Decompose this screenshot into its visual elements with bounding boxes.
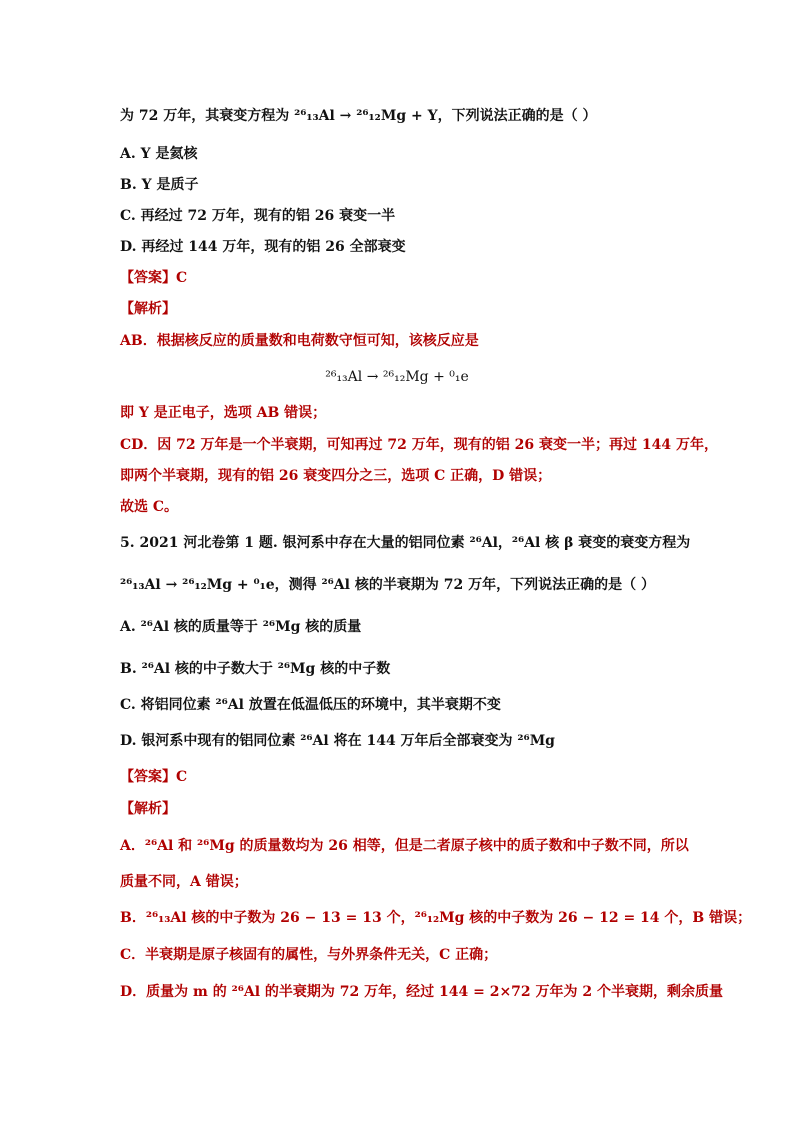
analysis-ab-conclusion: 即 Y 是正电子，选项 AB 错误； [120, 405, 327, 421]
option-a: A. Y 是氦核 [120, 146, 198, 162]
analysis-label: 【解析】 [120, 301, 176, 317]
q5-analysis-c: C．半衰期是原子核固有的属性，与外界条件无关，C 正确； [120, 947, 498, 963]
q5-analysis-d: D．质量为 m 的 ²⁶Al 的半衰期为 72 万年，经过 144 = 2×72 万年为 2 个半衰期，剩余质量 [120, 984, 724, 1000]
q5-analysis-b: B．²⁶₁₃Al 核的中子数为 26 − 13 = 13 个，²⁶₁₂Mg 核的中子数为 26 − 12 = 14 个，B 错误； [120, 910, 752, 926]
option-c: C. 再经过 72 万年，现有的铝 26 衰变一半 [120, 208, 396, 224]
q5-analysis-a-line-2: 质量不同，A 错误； [120, 874, 248, 890]
analysis-cd-line-1: CD．因 72 万年是一个半衰期，可知再过 72 万年，现有的铝 26 衰变一半；再过 144 万年， [120, 437, 718, 453]
reaction-equation: ²⁶₁₃Al → ²⁶₁₂Mg + ⁰₁e [325, 369, 469, 385]
q5-answer-label: 【答案】C [120, 769, 188, 785]
q5-option-a: A. ²⁶Al 核的质量等于 ²⁶Mg 核的质量 [120, 619, 362, 635]
analysis-cd-line-2: 即两个半衰期，现有的铝 26 衰变四分之三，选项 C 正确，D 错误； [120, 468, 552, 484]
q5-analysis-a-line-1: A．²⁶Al 和 ²⁶Mg 的质量数均为 26 相等，但是二者原子核中的质子数和中子数不同，所以 [120, 838, 689, 854]
answer-label: 【答案】C [120, 270, 188, 286]
q5-analysis-label: 【解析】 [120, 801, 176, 817]
analysis-ab-line: AB．根据核反应的质量数和电荷数守恒可知，该核反应是 [120, 333, 479, 349]
final-choice: 故选 C。 [120, 499, 179, 515]
option-b: B. Y 是质子 [120, 177, 199, 193]
q5-option-c: C. 将铝同位素 ²⁶Al 放置在低温低压的环境中，其半衰期不变 [120, 697, 501, 713]
question-5-stem-line-1: 5. 2021 河北卷第 1 题. 银河系中存在大量的铝同位素 ²⁶Al，²⁶Al 核 β 衰变的衰变方程为 [120, 535, 691, 551]
question-stem-line: 为 72 万年，其衰变方程为 ²⁶₁₃Al → ²⁶₁₂Mg + Y，下列说法正确的是（ ） [120, 108, 597, 124]
question-5-stem-line-2: ²⁶₁₃Al → ²⁶₁₂Mg + ⁰₁e，测得 ²⁶Al 核的半衰期为 72 万年，下列说法正确的是（ ） [120, 577, 655, 593]
option-d: D. 再经过 144 万年，现有的铝 26 全部衰变 [120, 239, 406, 255]
q5-option-d: D. 银河系中现有的铝同位素 ²⁶Al 将在 144 万年后全部衰变为 ²⁶Mg [120, 733, 555, 749]
q5-option-b: B. ²⁶Al 核的中子数大于 ²⁶Mg 核的中子数 [120, 661, 391, 677]
